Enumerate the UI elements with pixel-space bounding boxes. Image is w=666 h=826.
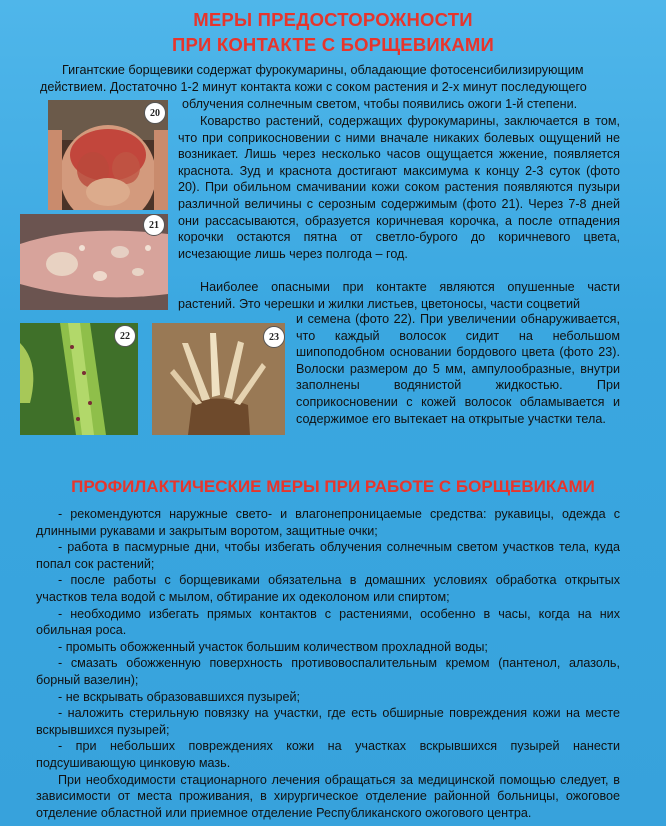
intro-line2: действием. Достаточно 1-2 минут контакта кожи с соком растения и 2-х минут последующего xyxy=(40,80,587,94)
paragraph-hairs: и семена (фото 22). При увеличении обнаруживается, что каждый волосок сидит на небольшом шипоподобном основании бордового цвета (фото 23). Волоски размером до 5 мм, ампулообразные, внутри заполнены водянистой жидкостью. При соприкосновении с кожей волосок обламывается и содержимое его вытекает на открытые участки тела. xyxy=(296,312,620,426)
photo-23-badge: 23 xyxy=(263,326,285,348)
list-item: - после работы с борщевиками обязательна в домашних условиях обработка открытых участков тела водой с мылом, обтирание их одеколоном или спиртом; xyxy=(36,573,620,604)
list-item: - при небольших повреждениях кожи на участках вскрывшихся пузырей нанести подсушивающую цинковую мазь. xyxy=(36,739,620,770)
list-item: - необходимо избегать прямых контактов с растениями, особенно в часы, когда на них обильная роса. xyxy=(36,606,620,638)
list-item: - промыть обожженный участок большим количеством прохладной воды; xyxy=(58,639,488,654)
paragraph-insidious: Коварство растений, содержащих фурокумарины, заключается в том, что при соприкосновении с ними вначале никаких болевых ощущений не возникает. Лишь через несколько часов ощущается жжение, появляется краснота. Зуд и краснота достигают максимума к концу 2-3 суток (фото 20). При обильном смачивании кожи соком растения появляются пузыри различной величины с серозным содержимым (фото 21). Через 7-8 дней они рассасываются, образуется коричневая корочка, а после отпадения корочки остаются пятна от светло-бурого до коричневого цвета, исчезающие лишь через полгода – год. xyxy=(178,114,620,261)
intro-line3: облучения солнечным светом, чтобы появились ожоги 1-й степени. xyxy=(182,97,578,111)
list-item: - смазать обожженную поверхность противовоспалительным кремом (пантенол, алазоль, борный вазелин); xyxy=(36,656,620,687)
intro-line1: Гигантские борщевики содержат фурокумарины, обладающие фотосенсибилизирующим xyxy=(62,63,584,77)
prevention-list xyxy=(36,506,620,821)
list-item: - рекомендуются наружные свето- и влагонепроницаемые средства: рукавицы, одежда с длинными рукавами и закрытым воротом, защитные очки; xyxy=(36,507,620,538)
photo-22-badge: 22 xyxy=(114,325,136,347)
closing-paragraph: При необходимости стационарного лечения обращаться за медицинской помощью следует, в зависимости от места проживания, в хирургическое отделение районной больницы, ожоговое отделение областной или приемное отделение Республиканского ожогового центра. xyxy=(36,772,620,820)
page-title-line2: ПРИ КОНТАКТЕ С БОРЩЕВИКАМИ xyxy=(171,34,495,55)
list-item: - наложить стерильную повязку на участки, где есть обширные повреждения кожи на месте вскрывшихся пузырей; xyxy=(36,706,620,737)
page-title-line1: МЕРЫ ПРЕДОСТОРОЖНОСТИ xyxy=(193,9,473,30)
paragraph-dangerous-parts: Наиболее опасными при контакте являются опушенные части растений. Это черешки и жилки листьев, цветоносы, части соцветий xyxy=(178,280,620,311)
photo-20-badge: 20 xyxy=(144,102,166,124)
list-item: - не вскрывать образовавшихся пузырей; xyxy=(58,689,301,704)
list-item: - работа в пасмурные дни, чтобы избегать облучения солнечным светом участков тела, куда попал сок растений; xyxy=(36,540,620,571)
section-prevention-title: ПРОФИЛАКТИЧЕСКИЕ МЕРЫ ПРИ РАБОТЕ С БОРЩЕВИКАМИ xyxy=(71,477,595,496)
photo-21-badge: 21 xyxy=(143,214,165,236)
